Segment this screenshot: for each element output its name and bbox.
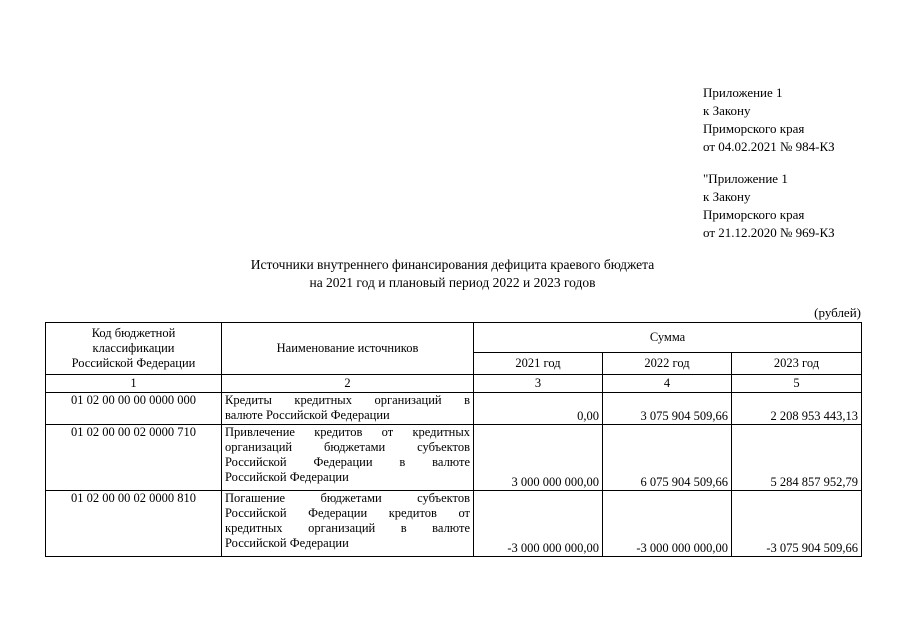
row-name-line: Российской Федерации кредитов от <box>225 506 470 520</box>
appendix-line: от 21.12.2020 № 969-КЗ <box>703 225 835 240</box>
title-line: на 2021 год и плановый период 2022 и 2023 годов <box>309 275 596 290</box>
appendix-line: Приморского края <box>703 207 805 222</box>
table-row <box>46 393 862 425</box>
row-value-2023: 2 208 953 443,13 <box>732 393 862 425</box>
header-year-2022: 2022 год <box>603 353 732 375</box>
row-value-2022: 6 075 904 509,66 <box>603 425 732 491</box>
column-number: 5 <box>732 375 862 393</box>
row-code: 01 02 00 00 02 0000 810 <box>46 491 222 557</box>
header-code-line: Код бюджетной <box>91 326 176 340</box>
row-name-line: Российской Федерации <box>225 470 349 484</box>
row-value-2023: -3 075 904 509,66 <box>732 491 862 557</box>
row-name <box>222 393 474 425</box>
row-code: 01 02 00 00 00 0000 000 <box>46 393 222 425</box>
row-name <box>222 425 474 491</box>
header-year-2023: 2023 год <box>732 353 862 375</box>
row-name-line: валюте Российской Федерации <box>225 408 390 422</box>
table-row <box>46 491 862 557</box>
header-code-line: классификации <box>92 341 175 355</box>
financing-sources-table <box>45 322 862 557</box>
title-line: Источники внутреннего финансирования дефицита краевого бюджета <box>250 257 655 272</box>
appendix-line: к Закону <box>703 189 751 204</box>
row-value-2023: 5 284 857 952,79 <box>732 425 862 491</box>
row-name-line: Привлечение кредитов от кредитных <box>225 425 470 439</box>
row-value-2022: 3 075 904 509,66 <box>603 393 732 425</box>
appendix-line: Приморского края <box>703 121 805 136</box>
row-value-2021: 3 000 000 000,00 <box>474 425 603 491</box>
header-name: Наименование источников <box>222 323 474 375</box>
column-number: 4 <box>603 375 732 393</box>
appendix-line: "Приложение 1 <box>703 171 788 186</box>
appendix-line: от 04.02.2021 № 984-КЗ <box>703 139 835 154</box>
appendix-previous-header <box>703 170 835 242</box>
header-code-line: Российской Федерации <box>71 356 196 370</box>
row-name <box>222 491 474 557</box>
row-value-2022: -3 000 000 000,00 <box>603 491 732 557</box>
document-title <box>0 256 905 292</box>
row-value-2021: 0,00 <box>474 393 603 425</box>
row-name-line: организаций бюджетами субъектов <box>225 440 470 454</box>
header-sum: Сумма <box>474 323 862 353</box>
appendix-line: к Закону <box>703 103 751 118</box>
row-name-line: Кредиты кредитных организаций в <box>225 393 470 407</box>
header-year-2021: 2021 год <box>474 353 603 375</box>
appendix-line: Приложение 1 <box>703 85 783 100</box>
table-row <box>46 425 862 491</box>
header-code <box>46 323 222 375</box>
units-label: (рублей) <box>814 305 861 320</box>
table-header-row <box>46 323 862 353</box>
appendix-current-header <box>703 84 835 156</box>
row-name-line: Российской Федерации в валюте <box>225 455 470 469</box>
column-number: 3 <box>474 375 603 393</box>
column-number-row <box>46 375 862 393</box>
row-name-line: Российской Федерации <box>225 536 349 550</box>
column-number: 2 <box>222 375 474 393</box>
row-name-line: кредитных организаций в валюте <box>225 521 470 535</box>
row-code: 01 02 00 00 02 0000 710 <box>46 425 222 491</box>
row-value-2021: -3 000 000 000,00 <box>474 491 603 557</box>
row-name-line: Погашение бюджетами субъектов <box>225 491 470 505</box>
column-number: 1 <box>46 375 222 393</box>
